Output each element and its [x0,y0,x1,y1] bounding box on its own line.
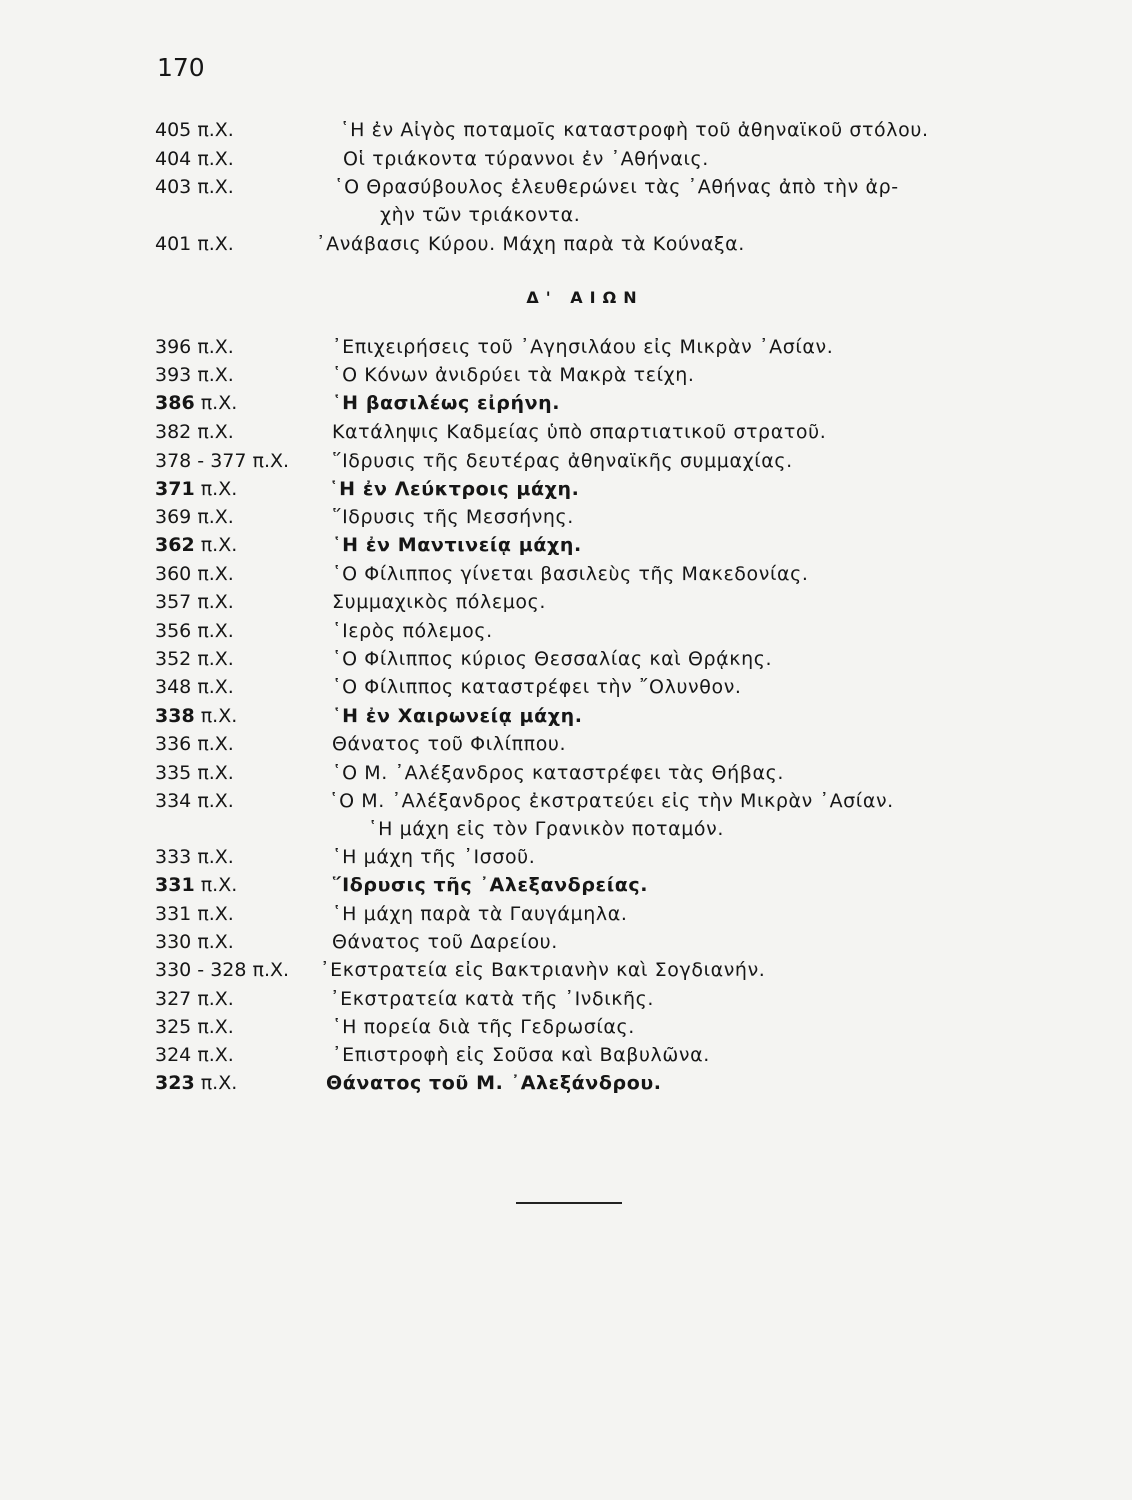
entry-date [155,617,234,645]
entry-year: 336 [155,733,192,755]
entry-era: π.Χ. [197,846,234,868]
entry-era: π.Χ. [197,676,234,698]
entry-date [155,871,237,899]
entry-year: 378 - 377 [155,450,247,472]
entry-date [155,759,234,787]
entry-event: ῾Η ἐν Μαντινείᾳ μάχη. [332,534,582,556]
entry-date [155,475,237,503]
entry-event: ῾Η μάχη τῆς ᾿Ισσοῦ. [332,846,536,868]
entry-date [155,333,234,361]
entry-era: π.Χ. [197,648,234,670]
entry-event: ῾Ο Μ. ᾿Αλέξανδρος ἐκστρατεύει εἰς τὴν Μικρὰν ᾿Ασίαν. [329,790,894,812]
entry-year: 330 - 328 [155,959,247,981]
entry-event: Οἱ τριάκοντα τύραννοι ἐν ᾿Αθήναις. [343,148,709,170]
entry-year: 338 [155,705,195,727]
entry-event-continuation: χὴν τῶν τριάκοντα. [380,204,581,226]
entry-date [155,389,237,417]
entry-date [155,230,234,258]
entry-date [155,531,237,559]
entry-year: 405 [155,119,192,141]
entry-date [155,588,234,616]
entry-era: π.Χ. [197,988,234,1010]
page-number: 170 [157,53,205,82]
entry-event: ῾Ο Φίλιππος κύριος Θεσσαλίας καὶ Θρᾴκης. [332,648,773,670]
entry-date [155,560,234,588]
entry-era: π.Χ. [197,790,234,812]
entry-event: ᾿Επιχειρήσεις τοῦ ᾿Αγησιλάου εἰς Μικρὰν ᾿Ασίαν. [332,336,834,358]
entry-era: π.Χ. [200,534,238,556]
entry-year: 356 [155,620,192,642]
entry-date [155,787,234,815]
section-heading: Δ' ΑΙΩΝ [526,288,644,307]
entry-year: 360 [155,563,192,585]
entry-era: π.Χ. [197,1016,234,1038]
entry-event: ῾Ο Φίλιππος γίνεται βασιλεὺς τῆς Μακεδονίας. [332,563,809,585]
entry-year: 403 [155,176,192,198]
entry-year: 325 [155,1016,192,1038]
entry-date [155,418,234,446]
entry-event: ῾Ο Θρασύβουλος ἐλευθερώνει τὰς ᾿Αθήνας ἀπὸ τὴν ἀρ- [334,176,899,198]
entry-era: π.Χ. [197,421,234,443]
entry-event: Θάνατος τοῦ Φιλίππου. [332,733,567,755]
entry-year: 401 [155,233,192,255]
entry-year: 393 [155,364,192,386]
entry-date [155,900,234,928]
entry-year: 352 [155,648,192,670]
entry-event: Θάνατος τοῦ Μ. ᾿Αλεξάνδρου. [326,1072,662,1094]
entry-year: 382 [155,421,192,443]
entry-event: Θάνατος τοῦ Δαρείου. [332,931,558,953]
entry-event: ῾Η πορεία διὰ τῆς Γεδρωσίας. [332,1016,635,1038]
entry-event: ῾Ο Κόνων ἀνιδρύει τὰ Μακρὰ τείχη. [332,364,695,386]
entry-year: 362 [155,534,195,556]
entry-event-continuation: ῾Η μάχη εἰς τὸν Γρανικὸν ποταμόν. [368,818,724,840]
entry-year: 334 [155,790,192,812]
entry-event: ᾿Εκστρατεία κατὰ τῆς ᾿Ινδικῆς. [330,988,655,1010]
entry-year: 331 [155,903,192,925]
entry-year: 369 [155,506,192,528]
entry-date [155,702,237,730]
entry-year: 404 [155,148,192,170]
entry-era: π.Χ. [200,1072,238,1094]
entry-date [155,361,234,389]
entry-year: 371 [155,478,195,500]
entry-year: 324 [155,1044,192,1066]
entry-event: ῾Η βασιλέως εἰρήνη. [332,392,561,414]
entry-year: 323 [155,1072,195,1094]
entry-event: ῾Η ἐν Χαιρωνείᾳ μάχη. [332,705,583,727]
entry-era: π.Χ. [197,119,234,141]
entry-event: ῞Ιδρυσις τῆς δευτέρας ἀθηναϊκῆς συμμαχίας. [332,450,793,472]
entry-date [155,116,234,144]
entry-event: ῾Η ἐν Αἰγὸς ποταμοῖς καταστροφὴ τοῦ ἀθηναϊκοῦ στόλου. [340,119,929,141]
entry-era: π.Χ. [200,478,238,500]
entry-era: π.Χ. [197,733,234,755]
entry-year: 357 [155,591,192,613]
entry-year: 331 [155,874,195,896]
entry-era: π.Χ. [197,563,234,585]
entry-year: 330 [155,931,192,953]
entry-year: 386 [155,392,195,414]
entry-event: ῞Ιδρυσις τῆς Μεσσήνης. [332,506,574,528]
entry-date [155,730,234,758]
entry-date [155,1069,237,1097]
entry-year: 348 [155,676,192,698]
entry-era: π.Χ. [252,450,290,472]
entry-event: Κατάληψις Καδμείας ὑπὸ σπαρτιατικοῦ στρατοῦ. [332,421,827,443]
entry-era: π.Χ. [197,591,234,613]
entry-era: π.Χ. [197,1044,234,1066]
entry-date [155,503,234,531]
entry-year: 333 [155,846,192,868]
end-rule [516,1202,622,1204]
entry-event: ᾿Ανάβασις Κύρου. Μάχη παρὰ τὰ Κούναξα. [316,233,745,255]
entry-year: 335 [155,762,192,784]
entry-era: π.Χ. [200,874,238,896]
entry-date [155,1013,234,1041]
entry-date [155,956,289,984]
entry-date [155,673,234,701]
entry-event: ῾Ιερὸς πόλεμος. [332,620,493,642]
entry-date [155,447,289,475]
entry-event: ῾Η ἐν Λεύκτροις μάχη. [329,478,580,500]
entry-event: ῞Ιδρυσις τῆς ᾿Αλεξανδρείας. [332,874,649,896]
entry-event: ᾿Επιστροφὴ εἰς Σοῦσα καὶ Βαβυλῶνα. [332,1044,710,1066]
entry-event: ῾Ο Μ. ᾿Αλέξανδρος καταστρέφει τὰς Θήβας. [332,762,784,784]
entry-event: ῾Ο Φίλιππος καταστρέφει τὴν ῎Ολυνθον. [332,676,742,698]
entry-date [155,645,234,673]
entry-era: π.Χ. [197,336,234,358]
entry-era: π.Χ. [197,364,234,386]
entry-era: π.Χ. [252,959,290,981]
entry-era: π.Χ. [197,233,234,255]
entry-era: π.Χ. [200,392,238,414]
entry-date [155,843,234,871]
entry-era: π.Χ. [197,506,234,528]
entry-event: Συμμαχικὸς πόλεμος. [332,591,546,613]
entry-year: 396 [155,336,192,358]
entry-era: π.Χ. [197,931,234,953]
entry-year: 327 [155,988,192,1010]
entry-date [155,985,234,1013]
entry-date [155,145,234,173]
entry-date [155,928,234,956]
entry-era: π.Χ. [197,762,234,784]
entry-date [155,173,234,201]
entry-era: π.Χ. [197,148,234,170]
entry-date [155,1041,234,1069]
entry-era: π.Χ. [197,620,234,642]
entry-event: ῾Η μάχη παρὰ τὰ Γαυγάμηλα. [332,903,628,925]
entry-event: ᾿Εκστρατεία εἰς Βακτριανὴν καὶ Σογδιανήν. [320,959,766,981]
entry-era: π.Χ. [197,903,234,925]
entry-era: π.Χ. [200,705,238,727]
entry-era: π.Χ. [197,176,234,198]
